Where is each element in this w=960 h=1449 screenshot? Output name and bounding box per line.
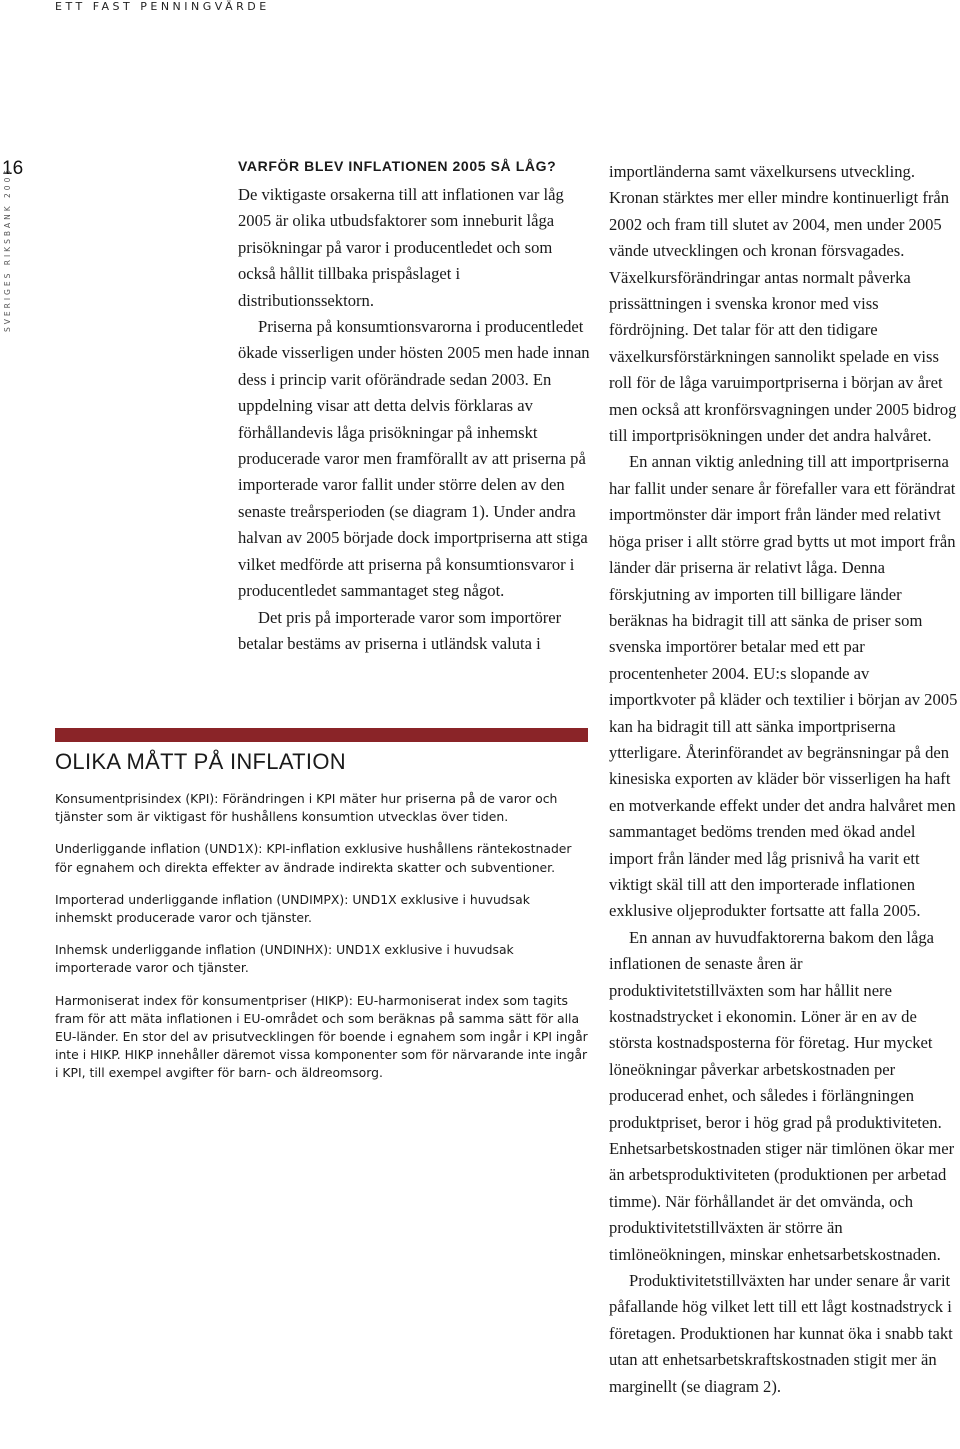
definitions-box xyxy=(55,748,590,1097)
box-accent-bar xyxy=(55,728,588,742)
definition-undinhx: Inhemsk underliggande inflation (UNDINHX): UND1X exklusive i huvudsak importerade varor och tjänster. xyxy=(55,942,514,976)
body-paragraph: Produktivitetstillväxten har under senare år varit påfallande hög vilket lett till ett lågt kostnadstryck i företagen. Produktionen har kunnat öka i snabb takt utan att enhetsarbetskraftskostnaden stigit mer än marginellt (se diagram 2). xyxy=(609,1271,953,1396)
side-label: SVERIGES RIKSBANK 2005 xyxy=(3,166,12,332)
body-paragraph: Priserna på konsumtionsvarorna i producentledet ökade visserligen under hösten 2005 men hade innan dess i princip varit oförändrade sedan 2003. En uppdelning visar att detta delvis förklaras av förhållandevis låga prisökningar på inhemskt producerade varor men framförallt av att priserna på importerade varor fallit under större delen av den senaste treårsperioden (se diagram 1). Under andra halvan av 2005 började dock importpriserna att stiga vilket medförde att priserna på konsumtionsvaror i producentledet sammantaget steg något. xyxy=(238,317,590,601)
middle-column xyxy=(238,159,590,657)
page-number: 16 xyxy=(2,158,24,179)
right-column xyxy=(609,159,960,1400)
body-paragraph: En annan viktig anledning till att importpriserna har fallit under senare år förefaller vara ett förändrat importmönster där import från länder med relativt höga priser i allt större grad bytts ut mot import från länder där priserna är relativt låga. Denna förskjutning av importen till billigare länder beräknas ha bidragit till att sänka de priser som svenska importörer betalar med ett par procentenheter 2004. EU:s slopande av importkvoter på kläder och textilier i början av 2005 kan ha bidragit till att sänka importpriserna ytterligare. Återinförandet av begränsningar på den kinesiska exporten av kläder bör visserligen ha haft en motverkande effekt under det andra halvåret men sammantaget bedöms trenden med ökad andel import från länder med låg prisnivå ha varit ett viktigt skäl till att den importerade inflationen exklusive oljeprodukter fortsatte att falla 2005. xyxy=(609,452,958,921)
box-title: OLIKA MÅTT PÅ INFLATION xyxy=(55,749,346,774)
body-paragraph: De viktigaste orsakerna till att inflationen var låg 2005 är olika utbudsfaktorer som inneburit låga prisökningar på varor i producentledet och som också hållit tillbaka prispåslaget i distributionssektorn. xyxy=(238,185,564,310)
section-heading: VARFÖR BLEV INFLATIONEN 2005 SÅ LÅG? xyxy=(238,158,557,174)
definition-und1x: Underliggande inflation (UND1X): KPI-inflation exklusive hushållens räntekostnader för egnahem och direkta effekter av ändrade indirekta skatter och subventioner. xyxy=(55,841,572,875)
definition-kpi: Konsumentprisindex (KPI): Förändringen i KPI mäter hur priserna på de varor och tjänster som är viktigast för hushållens konsumtion utvecklas över tiden. xyxy=(55,791,558,825)
body-paragraph: En annan av huvudfaktorerna bakom den låga inflationen de senaste åren är produktivitetstillväxten som har hållit nere kostnadstrycket i ekonomin. Löner är en av de största kostnadsposterna för företag. Hur mycket löneökningar påverkar arbetskostnaden per producerad enhet, och således i förlängningen produktpriset, beror i hög grad på produktiviteten. Enhetsarbetskostnaden stiger när timlönen ökar mer än arbetsproduktiviteten (produktionen per arbetad timme). När förhållandet är det omvända, och produktivitetstillväxten är större än timlöneökningen, minskar enhetsarbetskostnaden. xyxy=(609,927,955,1264)
definition-undimpx: Importerad underliggande inflation (UNDIMPX): UND1X exklusive i huvudsak inhemskt producerade varor och tjänster. xyxy=(55,891,530,926)
running-header: ETT FAST PENNINGVÄRDE xyxy=(55,0,270,13)
body-paragraph: Det pris på importerade varor som importörer betalar bestäms av priserna i utländsk valuta i xyxy=(238,607,562,653)
body-paragraph: importländerna samt växelkursens utveckling. Kronan stärktes mer eller mindre kontinuerligt från 2002 och fram till slutet av 2004, men under 2005 vände utvecklingen och kronan försvagades. Växelkursförändringar antas normalt påverka prissättningen i svenska kronor med viss fördröjning. Det talar för att den tidigare växelkursförstärkningen sannolikt spelade en viss roll för de låga varuimportpriserna i början av året men också att kronförsvagningen under 2005 bidrog till importprisökningen under det andra halvåret. xyxy=(609,162,957,446)
definition-hikp: Harmoniserat index för konsumentpriser (HIKP): EU-harmoniserat index som tagits fram för att mäta inflationen i EU-området och som beräknas på samma sätt för alla EU-länder. En stor del av prisutvecklingen för boende i egnahem som ingår i KPI ingår inte i HIKP. HIKP innehåller däremot vissa komponenter som för närvarande inte ingår i KPI, till exempel avgifter för barn- och äldreomsorg. xyxy=(55,992,588,1081)
